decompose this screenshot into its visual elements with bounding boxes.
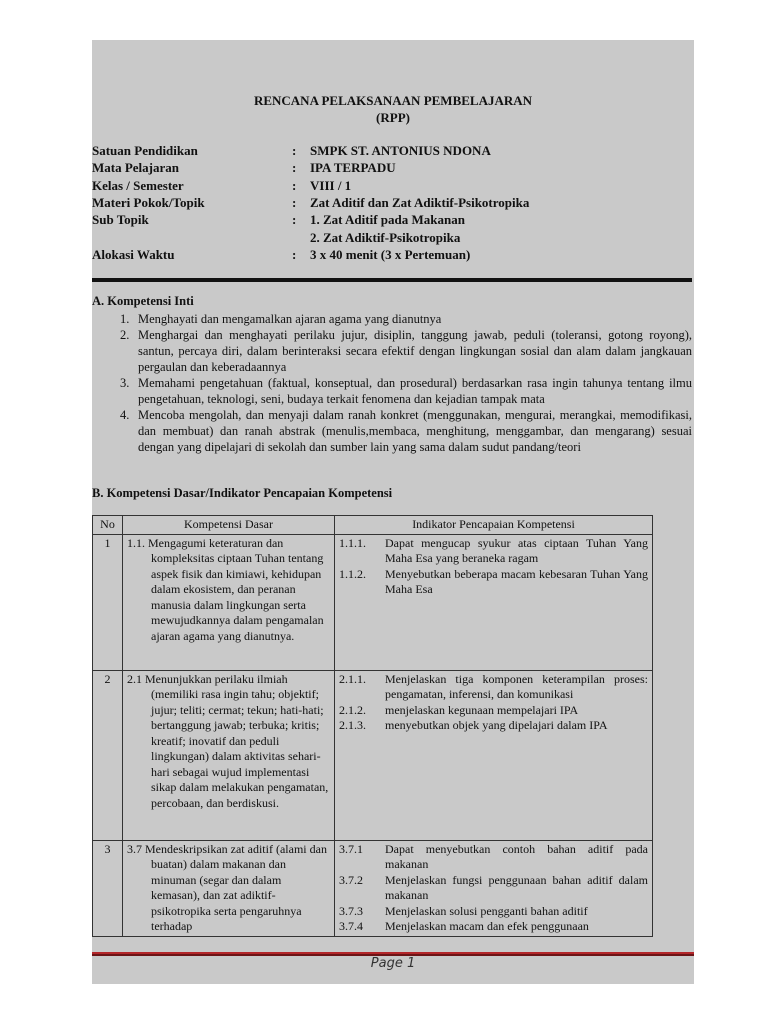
table-header-row (93, 516, 653, 535)
table-row (93, 670, 653, 840)
header-field-colon: : (292, 143, 297, 158)
list-text: Menghayati dan mengamalkan ajaran agama yang dianutnya (138, 312, 442, 326)
list-number: 2. (120, 328, 130, 342)
kompetensi-dasar-cell (123, 840, 335, 936)
header-field-colon: : (292, 247, 297, 262)
indikator-cell (335, 534, 653, 670)
indikator-cell (335, 840, 653, 936)
indikator-number: 3.7.1 (339, 841, 363, 856)
header-field-label: Sub Topik (92, 212, 149, 227)
header-field-colon: : (292, 212, 297, 227)
document-title: RENCANA PELAKSANAAN PEMBELAJARAN (253, 93, 533, 108)
header-indikator: Indikator Pencapaian Kompetensi (335, 516, 653, 535)
header-field-label: Alokasi Waktu (92, 247, 175, 262)
table-row (93, 840, 653, 936)
header-field-colon: : (292, 195, 297, 210)
indikator-text: menjelaskan kegunaan mempelajari IPA (385, 702, 579, 717)
kompetensi-dasar-text: 3.7 Mendeskripsikan zat aditif (alami dan buatan) dalam makanan dan minuman (segar dan dalam kemasan), dan zat adiktif-psikotropika serta pengaruhnya terhadap (127, 841, 327, 933)
list-number: 3. (120, 376, 130, 390)
kompetensi-inti-item (120, 407, 692, 455)
list-number: 4. (120, 408, 130, 422)
kompetensi-inti-item (120, 375, 692, 407)
list-number: 1. (120, 312, 130, 326)
header-field-value: 3 x 40 menit (3 x Pertemuan) (310, 247, 471, 262)
indikator-text: Menjelaskan solusi pengganti bahan aditif (385, 903, 588, 918)
indikator-text: Menjelaskan macam dan efek penggunaan (385, 919, 589, 933)
indikator-item (339, 567, 648, 598)
header-field-colon: : (292, 178, 297, 193)
indikator-cell (335, 670, 653, 840)
indikator-text: Dapat mengucap syukur atas ciptaan Tuhan Yang Maha Esa yang beraneka ragam (385, 535, 648, 565)
header-field-label: Mata Pelajaran (92, 160, 180, 175)
indikator-text: Dapat menyebutkan contoh bahan aditif pada makanan (385, 841, 648, 871)
header-field-label: Materi Pokok/Topik (92, 195, 205, 210)
indikator-text: Menjelaskan fungsi penggunaan bahan aditif dalam makanan (385, 872, 648, 902)
indikator-number: 3.7.3 (339, 903, 363, 918)
header-divider (92, 278, 692, 282)
list-text: Menghargai dan menghayati perilaku jujur, disiplin, tanggung jawab, peduli (toleransi, gotong royong), santun, percaya diri, dalam berinteraksi secara efektif dengan lingkungan sosial dan alam dalam jangkauan pergaulan dan keberadaannya (138, 328, 692, 374)
row-number: 3 (93, 840, 123, 936)
kompetensi-inti-item (120, 311, 692, 327)
indikator-text: menyebutkan objek yang dipelajari dalam IPA (385, 718, 608, 732)
indikator-number: 2.1.1. (339, 671, 366, 686)
indikator-number: 2.1.2. (339, 702, 366, 717)
indikator-item (339, 873, 648, 904)
row-number: 1 (93, 534, 123, 670)
list-text: Mencoba mengolah, dan menyaji dalam ranah konkret (menggunakan, mengurai, merangkai, memodifikasi, dan membuat) dan ranah abstrak (menulis,membaca, menghitung, menggambar, dan mengarang) sesuai dengan yang dipelajari di sekolah dan sumber lain yang sama dalam sudut pandang/teori (138, 408, 692, 454)
table-row (93, 534, 653, 670)
section-a-title: A. Kompetensi Inti (92, 294, 194, 308)
indikator-text: Menyebutkan beberapa macam kebesaran Tuhan Yang Maha Esa (385, 566, 648, 596)
kompetensi-dasar-text: 2.1 Menunjukkan perilaku ilmiah (memiliki rasa ingin tahu; objektif; jujur; teliti; cermat; tekun; hati-hati; bertanggung jawab; terbuka; kritis; kreatif; inovatif dan peduli lingkungan) dalam aktivitas sehari-hari sebagai wujud implementasi sikap dalam melakukan pengamatan, percobaan, dan berdiskusi. (127, 671, 329, 810)
section-b-title: B. Kompetensi Dasar/Indikator Pencapaian Kompetensi (92, 486, 393, 500)
indikator-item (339, 672, 648, 703)
list-text: Memahami pengetahuan (faktual, konseptual, dan prosedural) berdasarkan rasa ingin tahunya tentang ilmu pengetahuan, teknologi, seni, budaya terkait fenomena dan kejadian tampak mata (138, 376, 692, 406)
header-field-label: Satuan Pendidikan (92, 143, 198, 158)
indikator-item (339, 536, 648, 567)
indikator-item (339, 904, 648, 920)
document-page (92, 40, 694, 984)
indikator-number: 3.7.4 (339, 919, 363, 933)
indikator-number: 1.1.2. (339, 566, 366, 581)
indikator-item (339, 842, 648, 873)
indikator-item (339, 703, 648, 719)
indikator-number: 3.7.2 (339, 872, 363, 887)
header-field-colon: : (292, 160, 297, 175)
indikator-text: Menjelaskan tiga komponen keterampilan proses: pengamatan, inferensi, dan komunikasi (385, 671, 648, 701)
header-field-value: IPA TERPADU (310, 160, 396, 175)
row-number: 2 (93, 670, 123, 840)
header-no: No (93, 516, 123, 535)
header-kompetensi-dasar: Kompetensi Dasar (123, 516, 335, 535)
kompetensi-inti-item (120, 327, 692, 375)
indikator-item (339, 919, 648, 935)
indikator-number: 2.1.3. (339, 718, 366, 732)
indikator-item (339, 718, 648, 734)
kompetensi-dasar-text: 1.1. Mengagumi keteraturan dan kompleksitas ciptaan Tuhan tentang aspek fisik dan kimiawi, kehidupan dalam ekosistem, dan peranan manusia dalam lingkungan serta mewujudkannya dalam pengamalan ajaran agama yang dianutnya. (127, 535, 324, 643)
document-subtitle: (RPP) (376, 110, 410, 125)
page-number: Page 1 (370, 956, 416, 971)
header-field-value: VIII / 1 (310, 178, 352, 193)
kompetensi-dasar-cell (123, 534, 335, 670)
header-field-value: Zat Aditif dan Zat Adiktif-Psikotropika (310, 195, 530, 210)
indikator-number: 1.1.1. (339, 535, 366, 550)
kompetensi-table (92, 515, 653, 937)
kompetensi-dasar-cell (123, 670, 335, 840)
header-field-value: SMPK ST. ANTONIUS NDONA (310, 143, 491, 158)
header-field-value: 2. Zat Adiktif-Psikotropika (310, 230, 461, 245)
header-field-value: 1. Zat Aditif pada Makanan (310, 212, 465, 227)
header-field-label: Kelas / Semester (92, 178, 184, 193)
